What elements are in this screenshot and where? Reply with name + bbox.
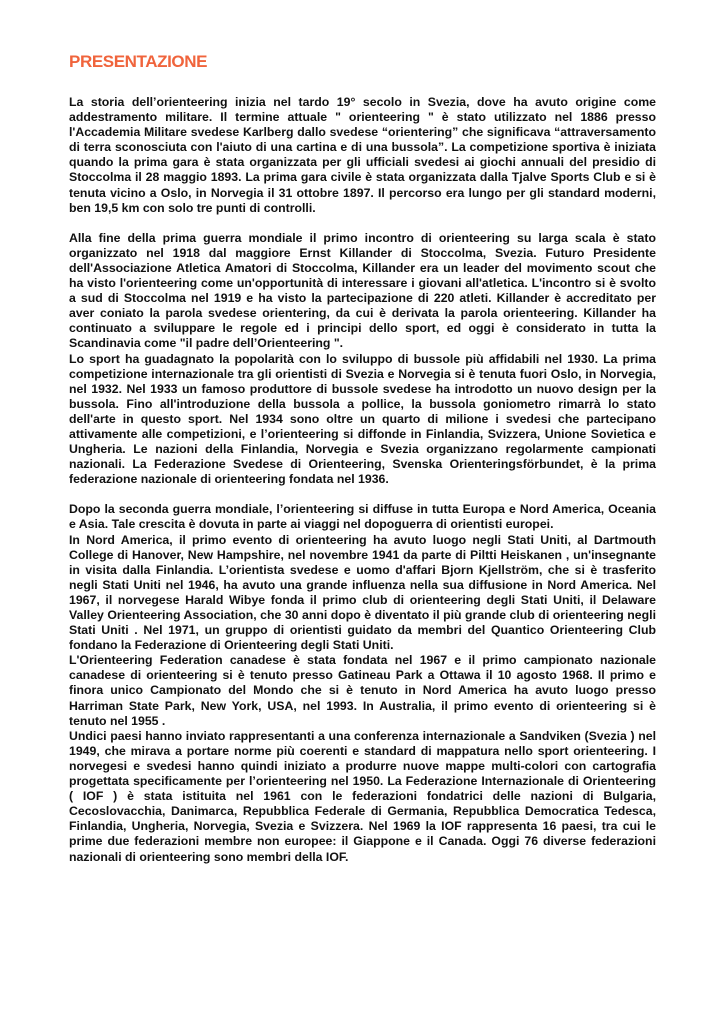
paragraph-post-war: Dopo la seconda guerra mondiale, l’orienteering si diffuse in tutta Europa e Nord America, Oceania e Asia. Tale crescita è dovuta in parte ai viaggi nel dopoguerra di orientisti europei. xyxy=(69,502,656,532)
paragraph-gap xyxy=(69,216,656,231)
paragraph-gap xyxy=(69,487,656,502)
paragraph-origins: La storia dell’orienteering inizia nel tardo 19° secolo in Svezia, dove ha avuto origine come addestramento militare. Il termine attuale " orienteering " è stato utilizzato nel 1886 presso l'Accademia Militare svedese Karlberg dallo svedese “orientering” che significava “attraversamento di terra sconosciuta con l'aiuto di una cartina e di una bussola”. La competizione sportiva è iniziata quando la prima gara è stata organizzata per gli ufficiali svedesi ai giochi annuali del presidio di Stoccolma il 28 maggio 1893. La prima gara civile è stata organizzata dalla Tjalve Sports Club e si è tenuta vicino a Oslo, in Norvegia il 31 ottobre 1897. Il percorso era lungo per gli standard moderni, ben 19,5 km con solo tre punti di controlli. xyxy=(69,95,656,215)
page-title: PRESENTAZIONE xyxy=(69,52,208,71)
paragraph-iof: Undici paesi hanno inviato rappresentanti a una conferenza internazionale a Sandviken (Svezia ) nel 1949, che mirava a portare norme più coerenti e standard di mappatura nello sport orienteering. I norvegesi e svedesi hanno quindi iniziato a produrre nuove mappe multi-colori con cartografia progettata specificamente per l’orienteering nel 1950. La Federazione Internazionale di Orienteering ( IOF ) è stata istituita nel 1961 con le federazioni fondatrici delle nazioni di Bulgaria, Cecoslovacchia, Danimarca, Repubblica Federale di Germania, Repubblica Democratica Tedesca, Finlandia, Ungheria, Norvegia, Svezia e Svizzera. Nel 1969 la IOF rappresenta 16 paesi, tra cui le prime due federazioni membre non europee: il Giappone e il Canada. Oggi 76 diverse federazioni nazionali di orienteering sono membri della IOF. xyxy=(69,728,656,864)
document-page xyxy=(69,52,656,865)
paragraph-north-america: In Nord America, il primo evento di orienteering ha avuto luogo negli Stati Uniti, al Dartmouth College di Hanover, New Hampshire, nel novembre 1941 da parte di Piltti Heiskanen , un'insegnante in visita dalla Finlandia. L’orientista svedese e uomo d'affari Bjorn Kjellström, che si è trasferito negli Stati Uniti nel 1946, ha avuto una grande influenza nella sua diffusione in Nord America. Nel 1967, il norvegese Harald Wibye fonda il primo club di orienteering degli Stati Uniti, il Delaware Valley Orienteering Association, che 30 anni dopo è diventato il più grande club di orienteering negli Stati Uniti . Nel 1971, un gruppo di orientisti guidato da membri del Quantico Orienteering Club fondano la Federazione di Orienteering degli Stati Uniti. xyxy=(69,532,656,653)
paragraph-compass-popularity: Lo sport ha guadagnato la popolarità con lo sviluppo di bussole più affidabili nel 1930. La prima competizione internazionale tra gli orientisti di Svezia e Norvegia si è tenuta fuori Oslo, in Norvegia, nel 1932. Nel 1933 un famoso produttore di bussole svedese ha introdotto un nuovo design per la bussola. Fino all'introduzione della bussola a pollice, la bussola goniometro rimarrà lo stato dell'arte in questo sport. Nel 1934 sono oltre un quarto di milione i svedesi che partecipano attivamente alle competizioni, e l’orienteering si diffonde in Finlandia, Svizzera, Unione Sovietica e Ungheria. Le nazioni della Finlandia, Norvegia e Svezia organizzano regolarmente campionati nazionali. La Federazione Svedese di Orienteering, Svenska Orienteringsförbundet, è la prima federazione nazionale di orienteering fondata nel 1936. xyxy=(69,351,656,487)
paragraph-canada-australia: L'Orienteering Federation canadese è stata fondata nel 1967 e il primo campionato nazionale canadese di orienteering si è tenuto presso Gatineau Park a Ottawa il 10 agosto 1968. Il primo e finora unico Campionato del Mondo che si è tenuto in Nord America ha avuto luogo presso Harriman State Park, New York, USA, nel 1993. In Australia, il primo evento di orienteering si è tenuto nel 1955 . xyxy=(69,653,656,728)
paragraph-killander: Alla fine della prima guerra mondiale il primo incontro di orienteering su larga scala è stato organizzato nel 1918 dal maggiore Ernst Killander di Stoccolma, Svezia. Futuro Presidente dell'Associazione Atletica Amatori di Stoccolma, Killander era un leader del movimento scout che ha visto l'orienteering come un'opportunità di interessare i giovani all'atletica. L'incontro si è svolto a sud di Stoccolma nel 1919 e ha visto la partecipazione di 220 atleti. Killander è accreditato per aver coniato la parola svedese orientering, da cui è derivata la parola orienteering. Killander ha continuato a sviluppare le regole ed i principi dello sport, ed oggi è considerato in tutta la Scandinavia come "il padre dell’Orienteering ". xyxy=(69,230,656,351)
